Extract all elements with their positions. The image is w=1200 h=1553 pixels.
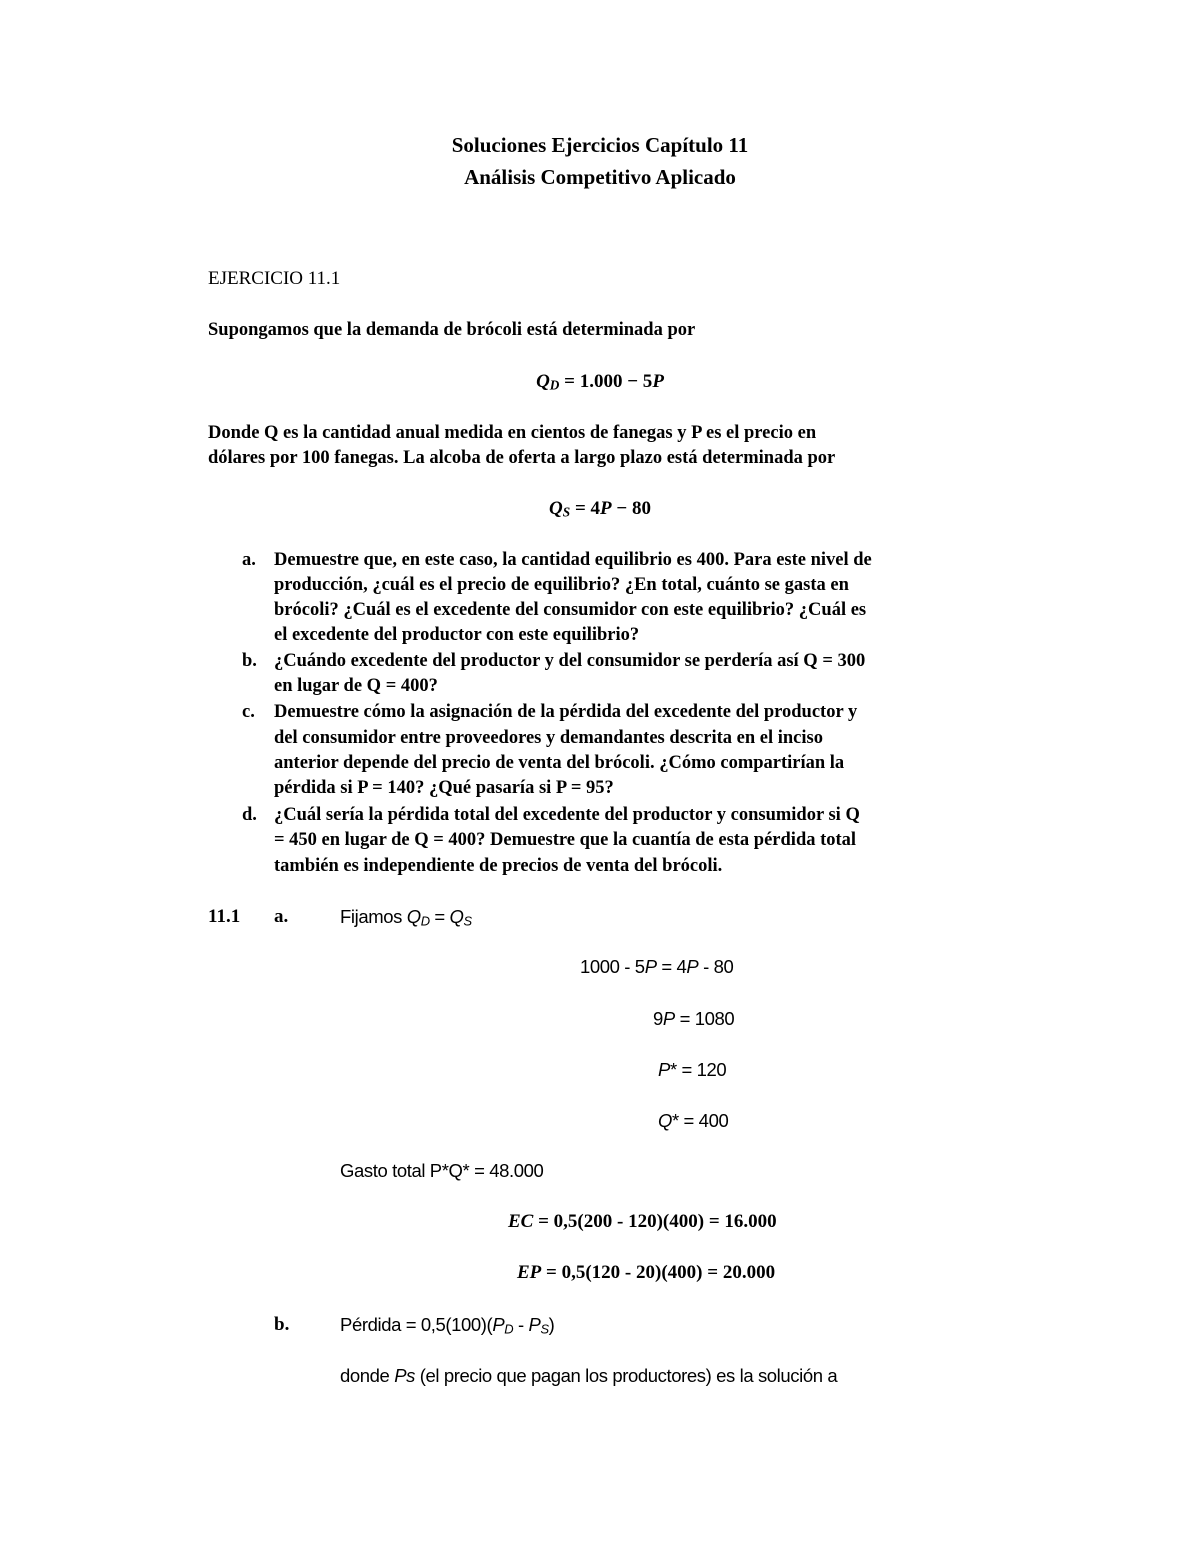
- paragraph-line-2: dólares por 100 fanegas. La alcoba de oferta a largo plazo está determinada por: [208, 448, 836, 468]
- solution-gasto: Gasto total P*Q* = 48.000: [340, 1160, 544, 1181]
- solution-part-b-label: b.: [274, 1314, 290, 1335]
- item-d-line: también es independiente de precios de venta del brócoli.: [274, 856, 723, 876]
- item-c-line: pérdida si P = 140? ¿Qué pasaría si P = 95?: [274, 778, 614, 798]
- demand-equation: $Q_D = 1.000 - 5P$: [536, 371, 664, 393]
- item-d-line: = 450 en lugar de Q = 400? Demuestre que la cuantía de esta pérdida total: [274, 830, 857, 850]
- item-b-line: ¿Cuándo excedente del productor y del consumidor se perdería así Q = 300: [274, 651, 866, 671]
- solution-step-4: Q* = 400: [658, 1110, 729, 1131]
- solution-perdida: Pérdida = $0,5(100)(P_D - P_S)$: [340, 1314, 555, 1337]
- item-b-label: b.: [242, 651, 257, 671]
- item-a-line: producción, ¿cuál es el precio de equilibrio? ¿En total, cuánto se gasta en: [274, 575, 849, 595]
- item-b-line: en lugar de Q = 400?: [274, 676, 438, 696]
- item-a-line: Demuestre que, en este caso, la cantidad equilibrio es 400. Para este nivel de: [274, 550, 872, 570]
- item-c-line: del consumidor entre proveedores y demandantes descrita en el inciso: [274, 728, 823, 748]
- exercise-heading: EJERCICIO 11.1: [208, 268, 341, 289]
- solution-donde: donde Ps (el precio que pagan los productores) es la solución a: [340, 1365, 838, 1386]
- solution-step-2: 9P = 1080: [653, 1008, 735, 1029]
- paragraph-line-1: Donde Q es la cantidad anual medida en cientos de fanegas y P es el precio en: [208, 423, 817, 443]
- title-line-1: Soluciones Ejercicios Capítulo 11: [451, 133, 749, 157]
- solution-part-a-label: a.: [274, 906, 289, 927]
- intro-text: Supongamos que la demanda de brócoli está determinada por: [208, 320, 696, 340]
- item-a-line: el excedente del productor con este equilibrio?: [274, 625, 640, 645]
- solution-part-a-text: Fijamos $Q_D = Q_S$: [340, 906, 472, 929]
- item-c-line: Demuestre cómo la asignación de la pérdida del excedente del productor y: [274, 702, 858, 722]
- title-line-2: Análisis Competitivo Aplicado: [464, 165, 736, 189]
- solution-ec: EC = 0,5(200 - 120)(400) = 16.000: [508, 1211, 777, 1232]
- item-c-label: c.: [242, 702, 255, 722]
- item-a-line: brócoli? ¿Cuál es el excedente del consumidor con este equilibrio? ¿Cuál es: [274, 600, 867, 620]
- solution-step-1: 1000 - 5P = 4P - 80: [580, 956, 734, 977]
- item-a-label: a.: [242, 550, 256, 570]
- item-d-line: ¿Cuál sería la pérdida total del excedente del productor y consumidor si Q: [274, 805, 860, 825]
- solution-ep: EP = 0,5(120 - 20)(400) = 20.000: [517, 1262, 776, 1283]
- item-c-line: anterior depende del precio de venta del brócoli. ¿Cómo compartirían la: [274, 753, 845, 773]
- item-d-label: d.: [242, 805, 257, 825]
- solution-step-3: P* = 120: [658, 1059, 727, 1080]
- solution-number: 11.1: [208, 906, 241, 927]
- supply-equation: $Q_S = 4P - 80$: [549, 498, 651, 520]
